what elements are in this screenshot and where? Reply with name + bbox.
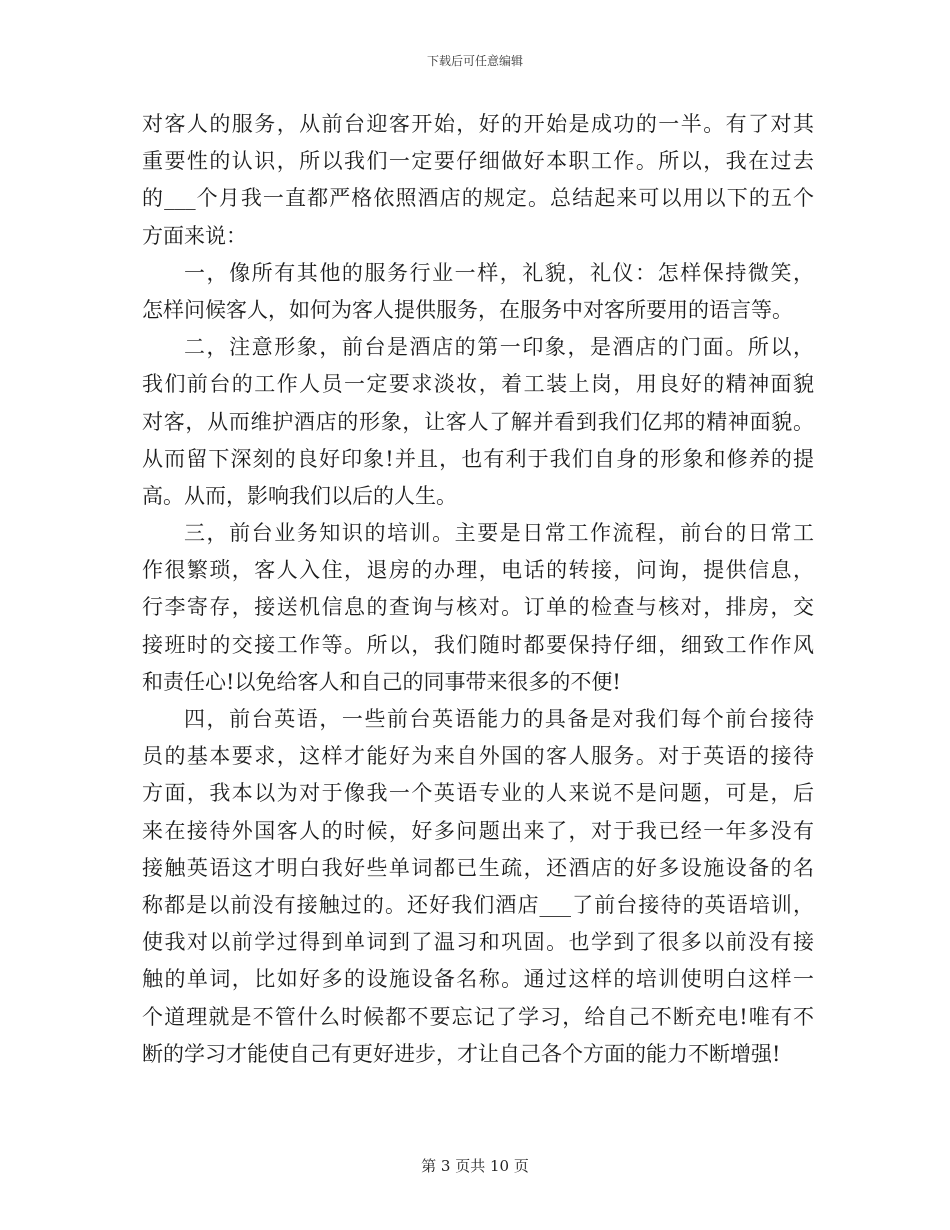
text-line: 高。从而，影响我们以后的人生。	[142, 483, 457, 508]
paragraph	[142, 701, 814, 1073]
text-line: 的___个月我一直都严格依照酒店的规定。总结起来可以用以下的五个	[142, 186, 814, 211]
text-line: 二，注意形象，前台是酒店的第一印象，是酒店的门面。所以，	[184, 335, 814, 360]
text-line: 员的基本要求，这样才能好为来自外国的客人服务。对于英语的接待	[142, 744, 814, 769]
page-footer: 第 3 页共 10 页	[421, 1157, 529, 1175]
text-line: 来在接待外国客人的时候，好多问题出来了，对于我已经一年多没有	[142, 818, 814, 843]
text-line: 重要性的认识，所以我们一定要仔细做好本职工作。所以，我在过去	[142, 149, 814, 174]
text-line: 怎样问候客人，如何为客人提供服务，在服务中对客所要用的语言等。	[142, 297, 793, 322]
text-line: 三，前台业务知识的培训。主要是日常工作流程，前台的日常工	[184, 521, 814, 546]
paragraph	[142, 255, 814, 329]
text-line: 触的单词，比如好多的设施设备名称。通过这样的培训使明白这样一	[142, 967, 814, 992]
text-line: 称都是以前没有接触过的。还好我们酒店___了前台接待的英语培训，	[142, 892, 814, 917]
text-line: 接班时的交接工作等。所以，我们随时都要保持仔细，细致工作作风	[142, 632, 814, 657]
text-line: 从而留下深刻的良好印象!并且，也有利于我们自身的形象和修养的提	[142, 446, 814, 471]
text-line: 断的学习才能使自己有更好进步，才让自己各个方面的能力不断增强!	[142, 1041, 781, 1066]
text-line: 接触英语这才明白我好些单词都已生疏，还酒店的好多设施设备的名	[142, 855, 814, 880]
page-header: 下载后可任意编辑	[426, 54, 523, 68]
text-line: 使我对以前学过得到单词到了温习和巩固。也学到了很多以前没有接	[142, 930, 814, 955]
document-body	[142, 106, 814, 1073]
text-line: 一，像所有其他的服务行业一样，礼貌，礼仪：怎样保持微笑，	[184, 260, 814, 285]
paragraph	[142, 329, 814, 515]
paragraph	[142, 106, 814, 255]
text-line: 行李寄存，接送机信息的查询与核对。订单的检查与核对，排房，交	[142, 595, 814, 620]
text-line: 和责任心!以免给客人和自己的同事带来很多的不便!	[142, 669, 621, 694]
text-line: 对客，从而维护酒店的形象，让客人了解并看到我们亿邦的精神面貌。	[142, 409, 814, 434]
text-line: 作很繁琐，客人入住，退房的办理，电话的转接，问询，提供信息，	[142, 558, 814, 583]
text-line: 我们前台的工作人员一定要求淡妆，着工装上岗，用良好的精神面貌	[142, 372, 814, 397]
text-line: 方面，我本以为对于像我一个英语专业的人来说不是问题，可是，后	[142, 781, 814, 806]
text-line: 对客人的服务，从前台迎客开始，好的开始是成功的一半。有了对其	[142, 112, 814, 136]
paragraph	[142, 515, 814, 701]
text-line: 个道理就是不管什么时候都不要忘记了学习，给自己不断充电!唯有不	[142, 1004, 814, 1029]
text-line: 四，前台英语，一些前台英语能力的具备是对我们每个前台接待	[184, 707, 814, 731]
text-line: 方面来说：	[142, 223, 247, 248]
